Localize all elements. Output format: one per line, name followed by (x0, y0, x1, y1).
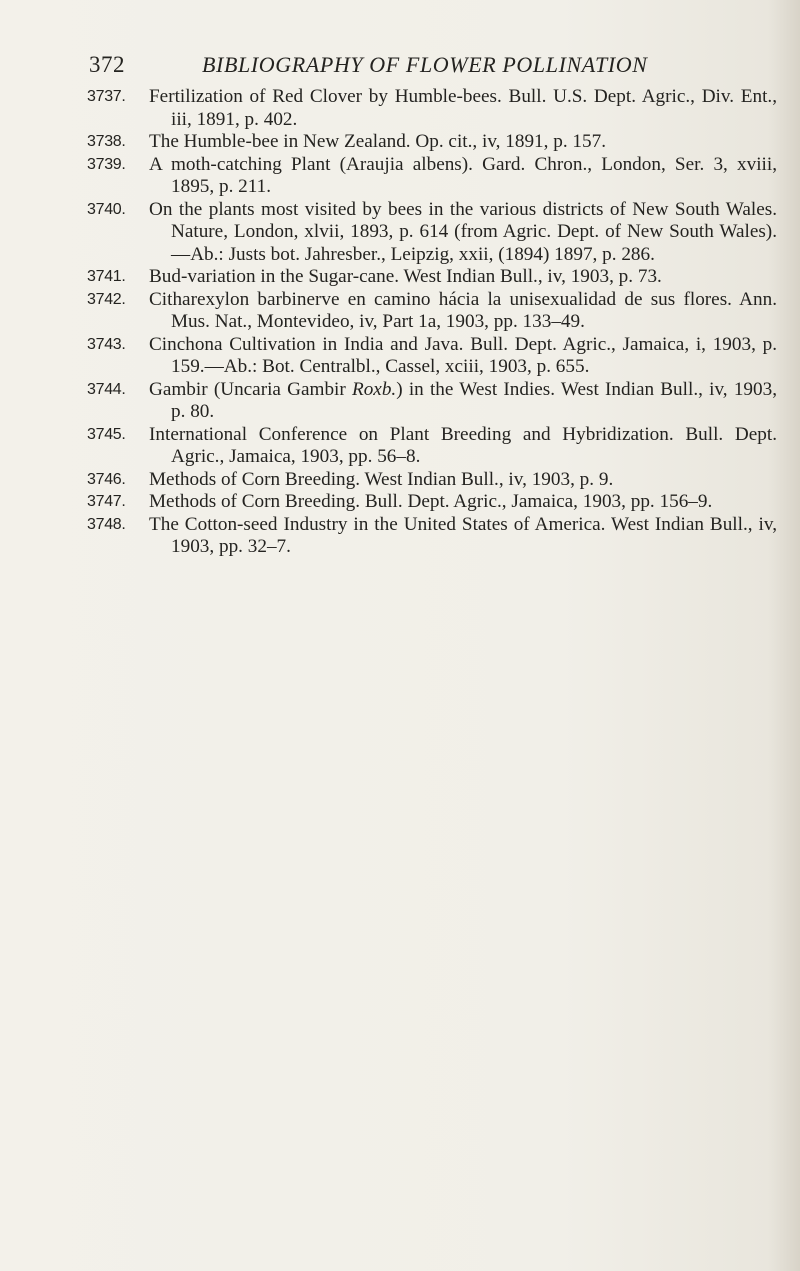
entry-text: Methods of Corn Breeding. Bull. Dept. Agric., Jamaica, 1903, pp. 156–9. (149, 491, 713, 512)
entry-text-part: ) in the West Indies. West Indian Bull., iv, 1903, p. 80. (171, 378, 777, 422)
page-number: 372 (89, 52, 125, 77)
bibliography-entry (87, 266, 777, 289)
bibliography-entry (87, 154, 777, 199)
bibliography-entry (87, 491, 777, 514)
entry-italic-author: Roxb. (351, 378, 397, 400)
entry-number: 3742. (87, 290, 126, 308)
bibliography-entry (87, 469, 777, 492)
entry-number: 3746. (87, 470, 126, 488)
bibliography-entry (87, 86, 777, 131)
entry-text: Cinchona Cultivation in India and Java. Bull. Dept. Agric., Jamaica, i, 1903, p. 159.—Ab.: Bot. Centralbl., Cassel, xciii, 1903, p. 655. (149, 333, 777, 377)
entry-text: Citharexylon barbinerve en camino hácia la unisexualidad de sus flores. Ann. Mus. Nat., Montevideo, iv, Part 1a, 1903, pp. 133–49. (149, 288, 777, 332)
entry-number: 3739. (87, 155, 126, 173)
entry-text: On the plants most visited by bees in the various districts of New South Wales. Nature, London, xlvii, 1893, p. 614 (from Agric. Dept. of New South Wales). —Ab.: Justs bot. Jahresber., Leipzig, xxii, (1894) 1897, p. 286. (149, 198, 777, 265)
entry-number: 3748. (87, 515, 126, 533)
entry-number: 3737. (87, 88, 126, 105)
bibliography-entry (87, 199, 777, 267)
entry-number: 3741. (87, 268, 126, 285)
entry-text: Bud-variation in the Sugar-cane. West Indian Bull., iv, 1903, p. 73. (149, 266, 662, 287)
running-title: BIBLIOGRAPHY OF FLOWER POLLINATION (202, 52, 648, 77)
entry-text: Methods of Corn Breeding. West Indian Bull., iv, 1903, p. 9. (149, 468, 614, 490)
bibliography-entry (87, 424, 777, 469)
entry-number: 3745. (87, 425, 126, 443)
entry-text: Fertilization of Red Clover by Humble-bees. Bull. U.S. Dept. Agric., Div. Ent., iii, 1891, p. 402. (149, 86, 777, 130)
bibliography-list (87, 86, 777, 559)
entry-number: 3740. (87, 200, 126, 218)
entry-number: 3747. (87, 493, 126, 510)
entry-text-part: Gambir (Uncaria Gambir (149, 378, 352, 400)
entry-text: A moth-catching Plant (Araujia albens). Gard. Chron., London, Ser. 3, xviii, 1895, p. 211. (149, 153, 777, 197)
entry-number: 3738. (87, 133, 126, 150)
entry-text: The Cotton-seed Industry in the United States of America. West Indian Bull., iv, 1903, pp. 32–7. (149, 513, 777, 557)
bibliography-entry (87, 289, 777, 334)
entry-text: International Conference on Plant Breeding and Hybridization. Bull. Dept. Agric., Jamaica, 1903, pp. 56–8. (149, 423, 777, 467)
bibliography-entry (87, 334, 777, 379)
entry-text: The Humble-bee in New Zealand. Op. cit., iv, 1891, p. 157. (149, 131, 607, 152)
entry-number: 3743. (87, 335, 126, 353)
entry-number: 3744. (87, 380, 126, 398)
bibliography-entry (87, 379, 777, 424)
bibliography-entry (87, 131, 777, 154)
bibliography-entry (87, 514, 777, 559)
entry-text (149, 379, 777, 424)
